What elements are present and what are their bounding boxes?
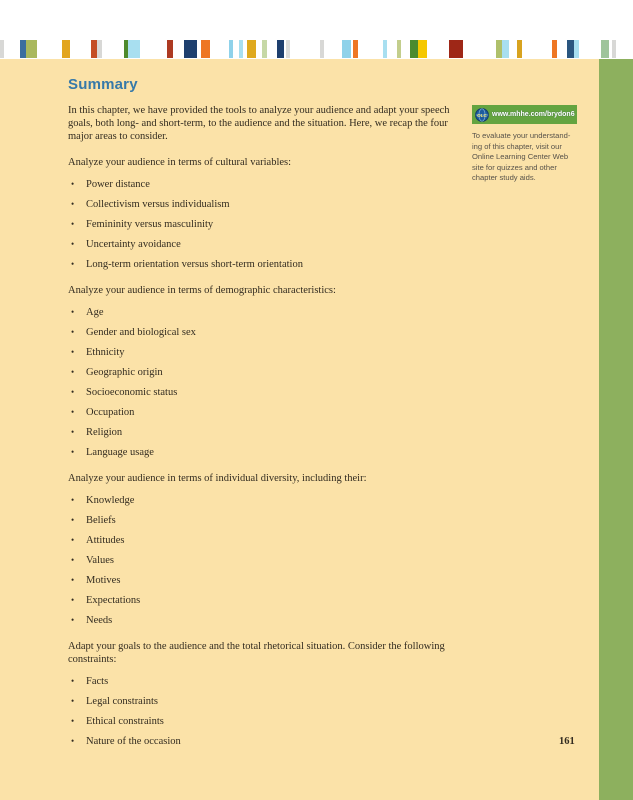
strip-bar	[286, 40, 290, 58]
strip-bar	[449, 40, 463, 58]
list-item: • Long-term orientation versus short-term orientation	[68, 258, 466, 271]
olc-url: www.mhhe.com/brydon6	[492, 111, 575, 118]
strip-bar	[397, 40, 401, 58]
color-strip	[0, 40, 633, 58]
strip-bar	[262, 40, 267, 58]
list-item: • Beliefs	[68, 514, 466, 527]
strip-bar	[167, 40, 173, 58]
note-line: ing of this chapter, visit our	[472, 141, 562, 151]
list-item: • Ethical constraints	[68, 715, 466, 728]
note-line: chapter study aids.	[472, 173, 536, 183]
svg-text:OLC: OLC	[477, 112, 487, 118]
list-item: • Nature of the occasion	[68, 735, 466, 748]
section-lead-diversity: Analyze your audience in terms of individual diversity, including their:	[68, 473, 367, 484]
list-item: • Age	[68, 306, 466, 319]
strip-bar	[517, 40, 522, 58]
bullet-list-demographic	[68, 306, 466, 459]
list-item: • Uncertainty avoidance	[68, 238, 466, 251]
green-edge-bar	[599, 59, 633, 800]
section-lead-cultural: Analyze your audience in terms of cultural variables:	[68, 157, 292, 168]
list-item: • Power distance	[68, 178, 466, 191]
strip-bar	[0, 40, 4, 58]
strip-bar	[247, 40, 256, 58]
strip-bar	[229, 40, 233, 58]
strip-bar	[552, 40, 557, 58]
section-lead-goals: Adapt your goals to the audience and the total rhetorical situation. Consider the following constraints:	[68, 641, 445, 665]
olc-globe-icon	[475, 108, 489, 122]
intro-paragraph: In this chapter, we have provided the tools to analyze your audience and adapt your speech goals, both long- and short-term, to the audience and the situation. Here, we recap the four major areas to consider.	[68, 105, 450, 142]
list-item: • Legal constraints	[68, 695, 466, 708]
strip-bar	[574, 40, 579, 58]
bullet-list-diversity	[68, 494, 466, 627]
olc-link-badge[interactable]	[472, 105, 577, 124]
note-line: site for quizzes and other	[472, 162, 557, 172]
list-item: • Geographic origin	[68, 366, 466, 379]
list-item: • Knowledge	[68, 494, 466, 507]
strip-bar	[502, 40, 509, 58]
strip-bar	[62, 40, 70, 58]
list-item: • Values	[68, 554, 466, 567]
list-item: • Femininity versus masculinity	[68, 218, 466, 231]
strip-bar	[612, 40, 616, 58]
list-item: • Gender and biological sex	[68, 326, 466, 339]
page-number: 161	[559, 736, 575, 747]
list-item: • Collectivism versus individualism	[68, 198, 466, 211]
strip-bar	[277, 40, 284, 58]
page-background	[0, 59, 599, 800]
strip-bar	[410, 40, 418, 58]
main-content	[68, 76, 466, 755]
strip-bar	[353, 40, 358, 58]
list-item: • Occupation	[68, 406, 466, 419]
note-line: Online Learning Center Web	[472, 152, 569, 162]
bullet-list-goals	[68, 675, 466, 748]
strip-bar	[26, 40, 37, 58]
strip-bar	[601, 40, 609, 58]
strip-bar	[239, 40, 243, 58]
strip-bar	[184, 40, 197, 58]
strip-bar	[383, 40, 387, 58]
strip-bar	[567, 40, 574, 58]
strip-bar	[128, 40, 140, 58]
list-item: • Ethnicity	[68, 346, 466, 359]
strip-bar	[418, 40, 427, 58]
list-item: • Facts	[68, 675, 466, 688]
section-lead-demographic: Analyze your audience in terms of demographic characteristics:	[68, 285, 336, 296]
strip-bar	[97, 40, 102, 58]
list-item: • Socioeconomic status	[68, 386, 466, 399]
list-item: • Motives	[68, 574, 466, 587]
sidebar-note-text	[472, 131, 578, 184]
strip-bar	[201, 40, 210, 58]
list-item: • Expectations	[68, 594, 466, 607]
bullet-list-cultural	[68, 178, 466, 271]
strip-bar	[320, 40, 324, 58]
sidebar-note	[472, 105, 578, 184]
list-item: • Needs	[68, 614, 466, 627]
strip-bar	[342, 40, 351, 58]
summary-heading: Summary	[68, 76, 138, 93]
list-item: • Language usage	[68, 446, 466, 459]
list-item: • Religion	[68, 426, 466, 439]
note-line: To evaluate your understand-	[472, 131, 571, 140]
list-item: • Attitudes	[68, 534, 466, 547]
